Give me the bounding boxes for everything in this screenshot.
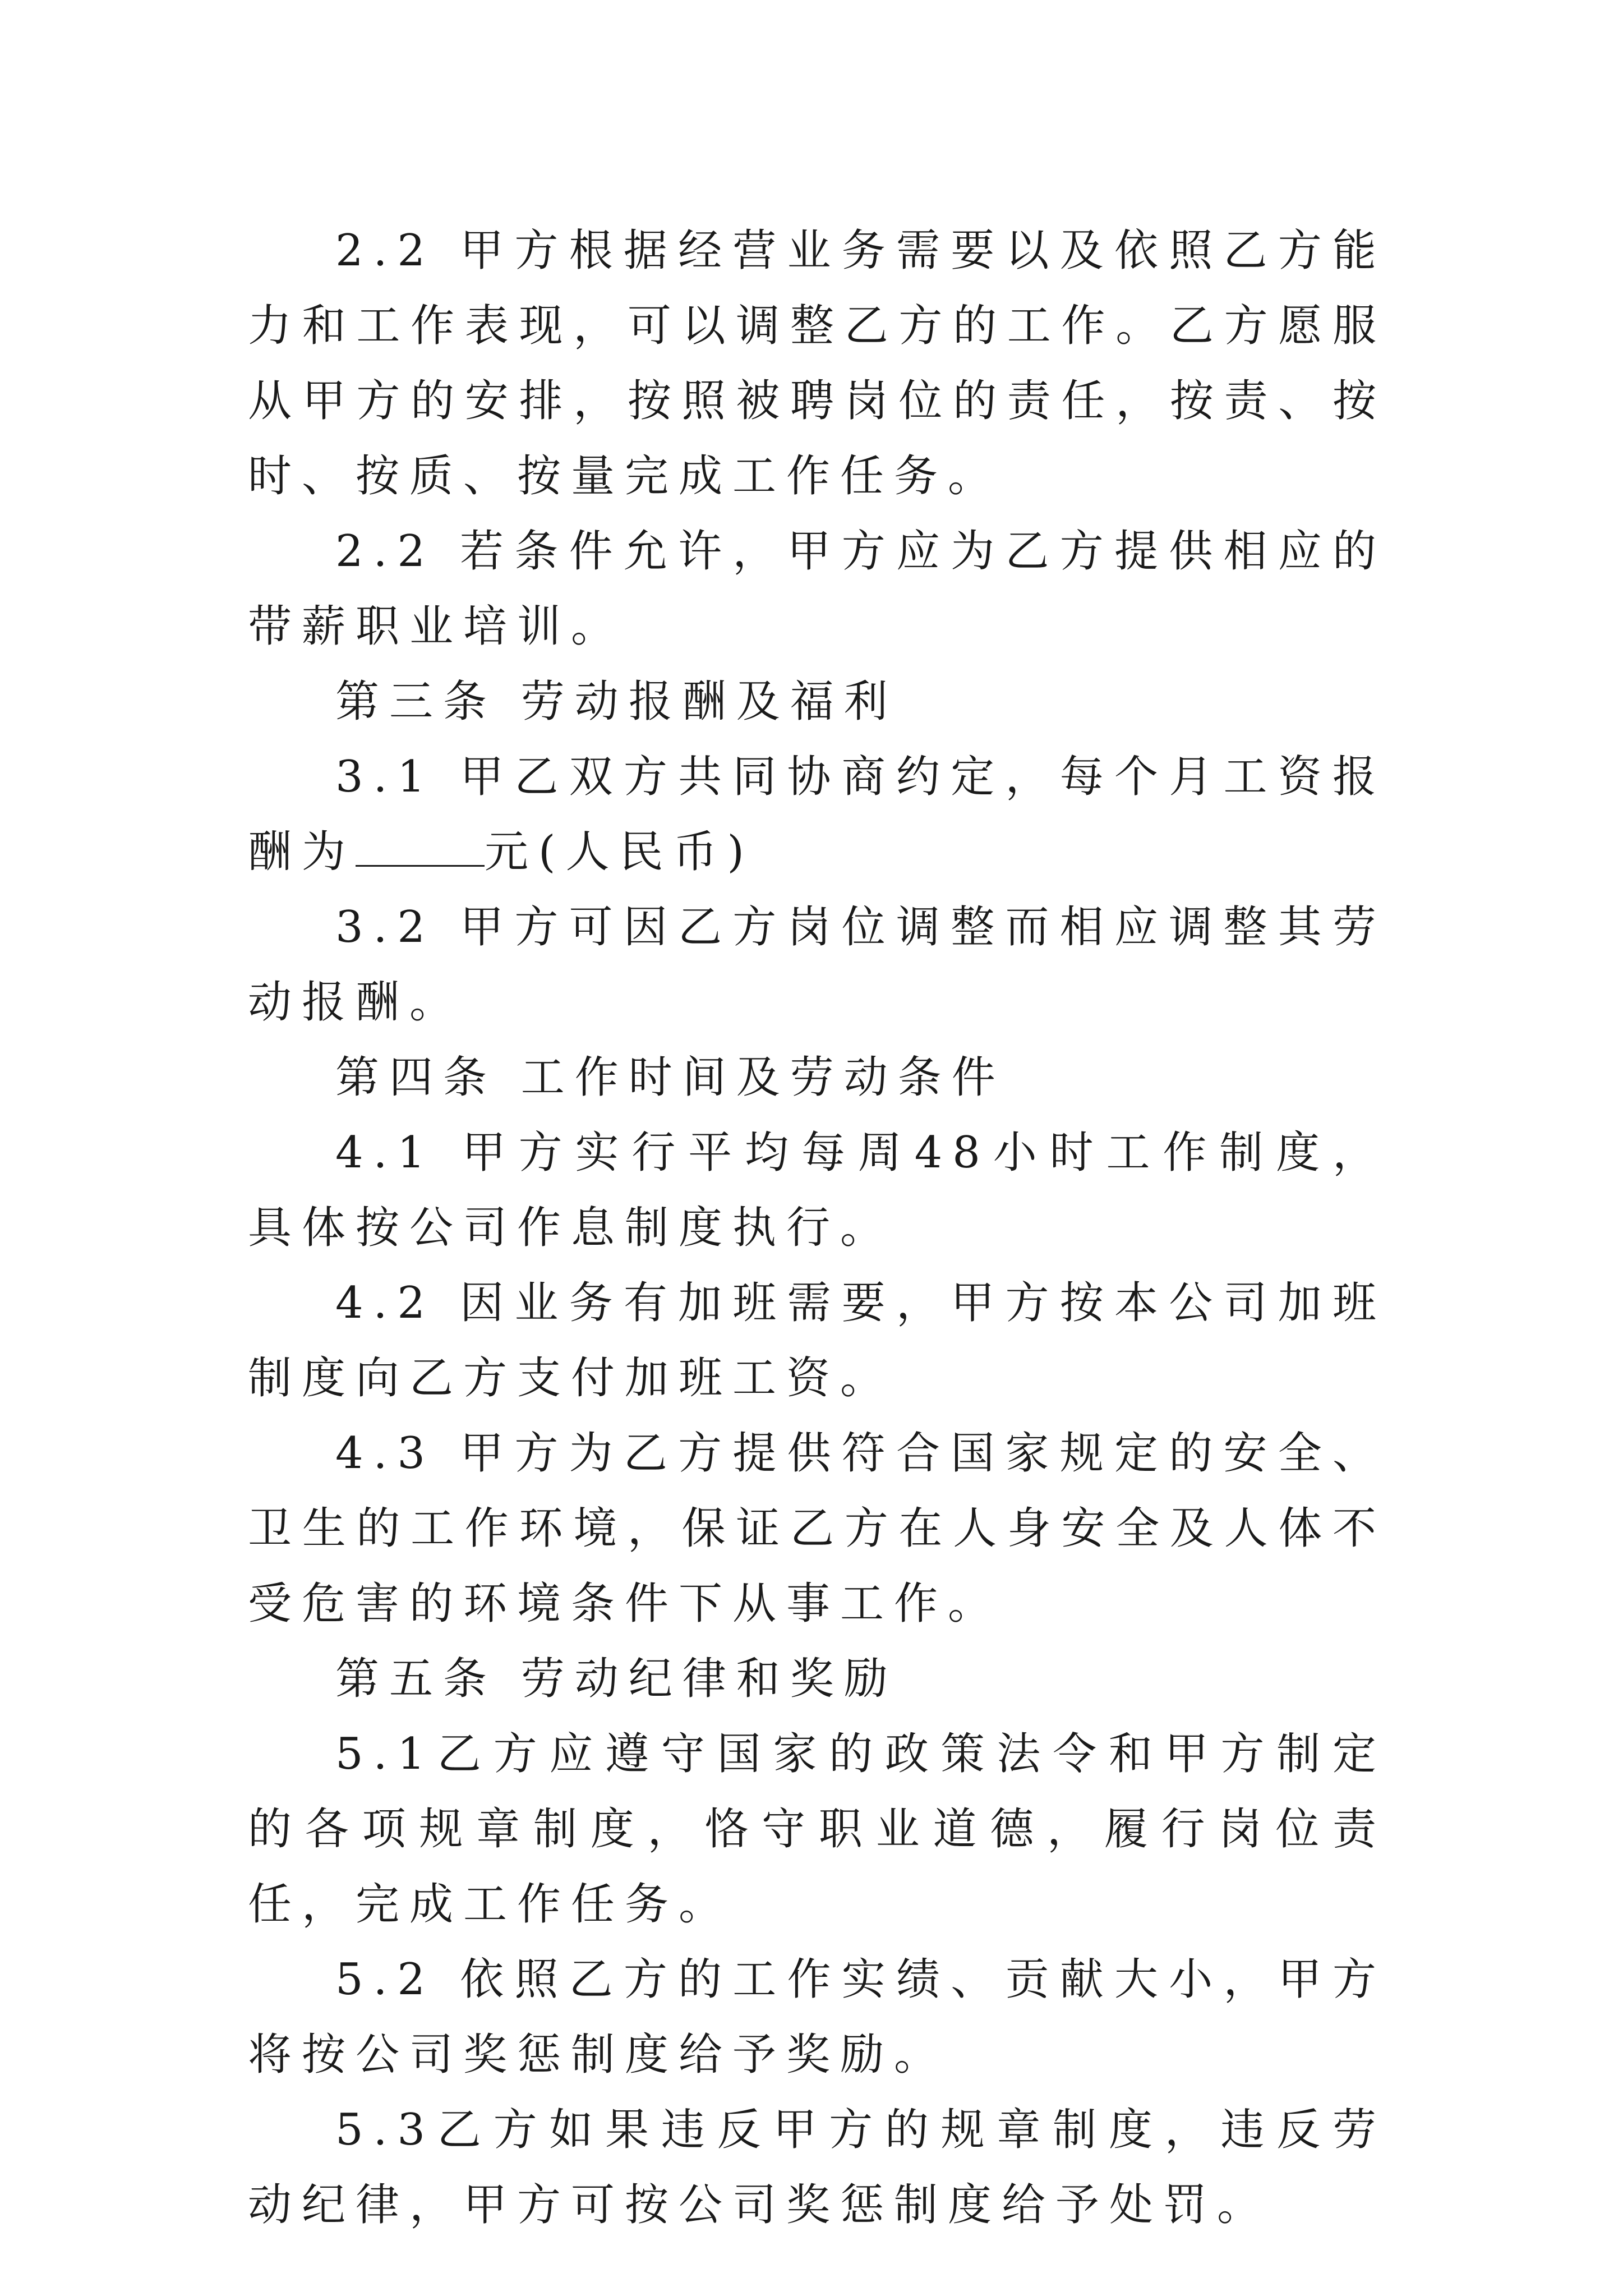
clause-2-2-adjust-work: 2.2 甲方根据经营业务需要以及依照乙方能力和工作表现，可以调整乙方的工作。乙方愿服从甲方的安排，按照被聘岗位的责任，按责、按时、按质、按量完成工作任务。: [248, 226, 1386, 501]
clause-3-1-salary: [248, 739, 1386, 890]
clause-5-3-penalties: 5.3乙方如果违反甲方的规章制度，违反劳动纪律，甲方可按公司奖惩制度给予处罚。: [248, 2105, 1386, 2230]
document-body: [248, 213, 1386, 2243]
clause-4-1-working-hours: 4.1 甲方实行平均每周48小时工作制度，具体按公司作息制度执行。: [248, 1128, 1386, 1253]
clause-3-1-text: 3.1 甲乙双方共同协商约定，每个月工资报酬为: [248, 752, 1386, 877]
article-3-heading: 第三条 劳动报酬及福利: [335, 677, 898, 727]
clause-4-3-work-environment: 4.3 甲方为乙方提供符合国家规定的安全、卫生的工作环境，保证乙方在人身安全及人体不受危害的环境条件下从事工作。: [248, 1428, 1386, 1629]
clause-5-2-rewards: 5.2 依照乙方的工作实绩、贡献大小，甲方将按公司奖惩制度给予奖励。: [248, 1954, 1386, 2080]
article-4-heading: 第四条 工作时间及劳动条件: [335, 1052, 1006, 1103]
clause-4-2-overtime: 4.2 因业务有加班需要，甲方按本公司加班制度向乙方支付加班工资。: [248, 1278, 1386, 1404]
article-5-heading: 第五条 劳动纪律和奖励: [335, 1654, 898, 1704]
clause-5-1-discipline: 5.1乙方应遵守国家的政策法令和甲方制定的各项规章制度，恪守职业道德，履行岗位责任，完成工作任务。: [248, 1729, 1386, 1930]
clause-2-2-paid-training: 2.2 若条件允许，甲方应为乙方提供相应的带薪职业培训。: [248, 526, 1386, 652]
salary-amount-blank: [356, 826, 485, 867]
clause-3-2-salary-adjust: 3.2 甲方可因乙方岗位调整而相应调整其劳动报酬。: [248, 902, 1386, 1028]
clause-3-1-currency: 元(人民币): [485, 827, 754, 877]
